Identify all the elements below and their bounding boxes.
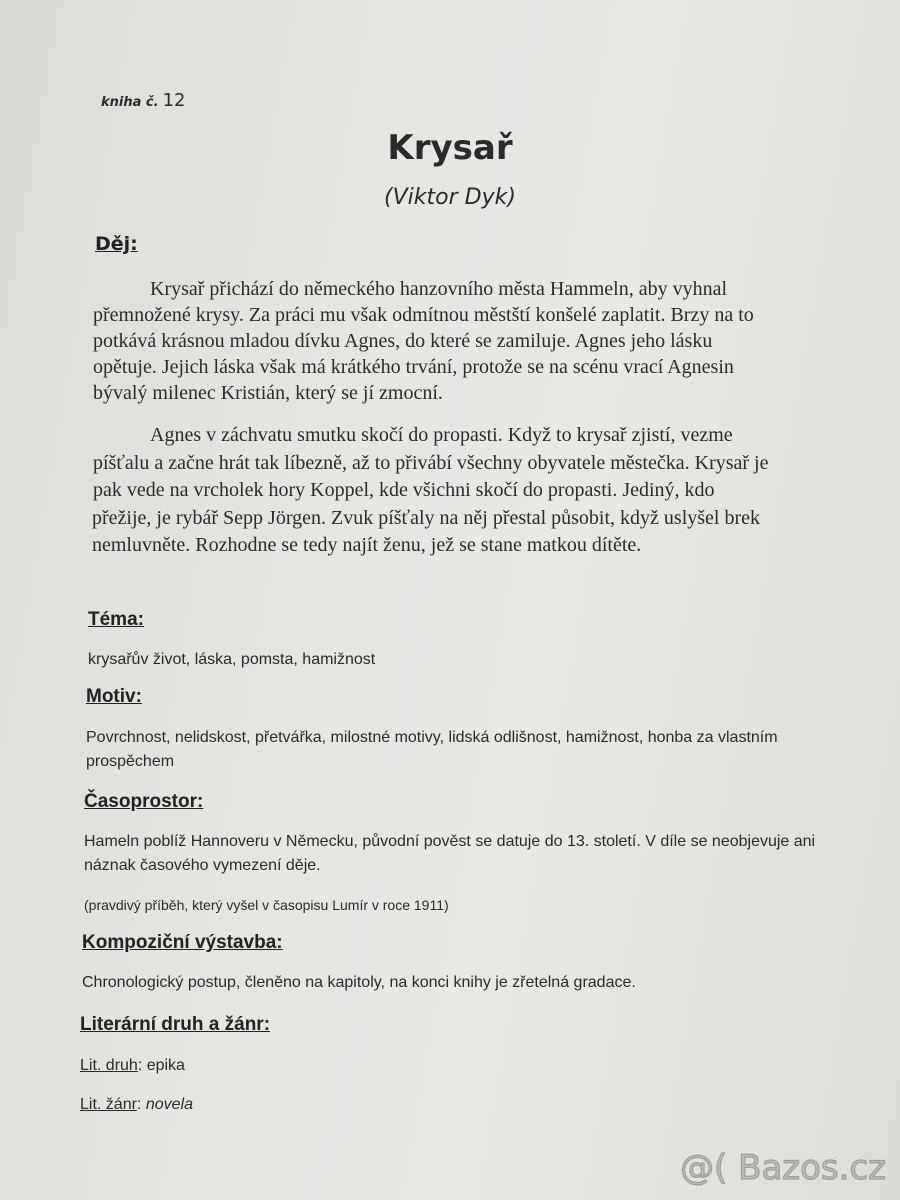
- motif-text: Povrchnost, nelidskost, přetvářka, milostné motivy, lidská odlišnost, hamižnost, honba za vlastním: [86, 729, 778, 746]
- page-title: Krysař: [387, 128, 513, 168]
- plot-line: pak vede na vrcholek hory Koppel, kde všichni skočí do propasti. Jediný, kdo: [93, 479, 715, 501]
- genre-genre: Lit. žánr: novela: [80, 1096, 193, 1113]
- composition-heading: Kompoziční výstavba:: [82, 932, 283, 953]
- genre-kind-value: : epika: [137, 1057, 185, 1074]
- watermark-logo: @( Bazos.cz: [680, 1148, 886, 1188]
- plot-line: Agnes v záchvatu smutku skočí do propasti. Když to krysař zjistí, vezme: [150, 424, 733, 446]
- plot-line: bývalý milenec Kristián, který se jí zmocní.: [93, 382, 443, 404]
- genre-genre-value: novela: [145, 1096, 193, 1113]
- setting-note: (pravdivý příběh, který vyšel v časopisu Lumír v roce 1911): [84, 897, 449, 913]
- setting-heading: Časoprostor:: [84, 791, 204, 812]
- plot-heading: Děj:: [95, 233, 138, 255]
- theme-text: krysařův život, láska, pomsta, hamižnost: [88, 651, 376, 668]
- plot-line: píšťalu a začne hrát tak líbezně, až to přivábí všechny obyvatele městečka. Krysař je: [93, 452, 769, 474]
- plot-line: nemluvněte. Rozhodne se tedy najít ženu, jež se stane matkou dítěte.: [92, 534, 642, 556]
- composition-text: Chronologický postup, členěno na kapitoly, na konci knihy je zřetelná gradace.: [82, 974, 636, 991]
- theme-heading: Téma:: [88, 609, 144, 630]
- plot-line: Krysař přichází do německého hanzovního města Hammeln, aby vyhnal: [150, 278, 728, 300]
- plot-line: opětuje. Jejich láska však má krátkého trvání, protože se na scénu vrací Agnesin: [93, 356, 734, 378]
- book-number: [101, 90, 185, 111]
- motif-text: prospěchem: [86, 753, 175, 770]
- book-number-value: 12: [162, 90, 186, 111]
- author: (Viktor Dyk): [384, 185, 516, 210]
- motif-heading: Motiv:: [86, 686, 142, 707]
- plot-line: potkává krásnou mladou dívku Agnes, do které se zamiluje. Agnes jeho lásku: [93, 330, 713, 352]
- setting-text: Hameln poblíž Hannoveru v Německu, původní pověst se datuje do 13. století. V díle se neobjevuje ani: [84, 833, 816, 850]
- genre-heading: Literární druh a žánr:: [80, 1014, 271, 1035]
- genre-genre-label: Lit. žánr: [80, 1096, 137, 1113]
- setting-text: náznak časového vymezení děje.: [84, 857, 321, 874]
- plot-line: přežije, je rybář Sepp Jörgen. Zvuk píšťaly na něj přestal působit, když uslyšel brek: [92, 507, 761, 529]
- book-number-label: kniha č.: [101, 95, 159, 110]
- plot-line: přemnožené krysy. Za práci mu však odmítnou městští konšelé zaplatit. Brzy na to: [93, 304, 754, 326]
- genre-kind: [80, 1057, 185, 1075]
- genre-kind-label: Lit. druh: [80, 1057, 138, 1074]
